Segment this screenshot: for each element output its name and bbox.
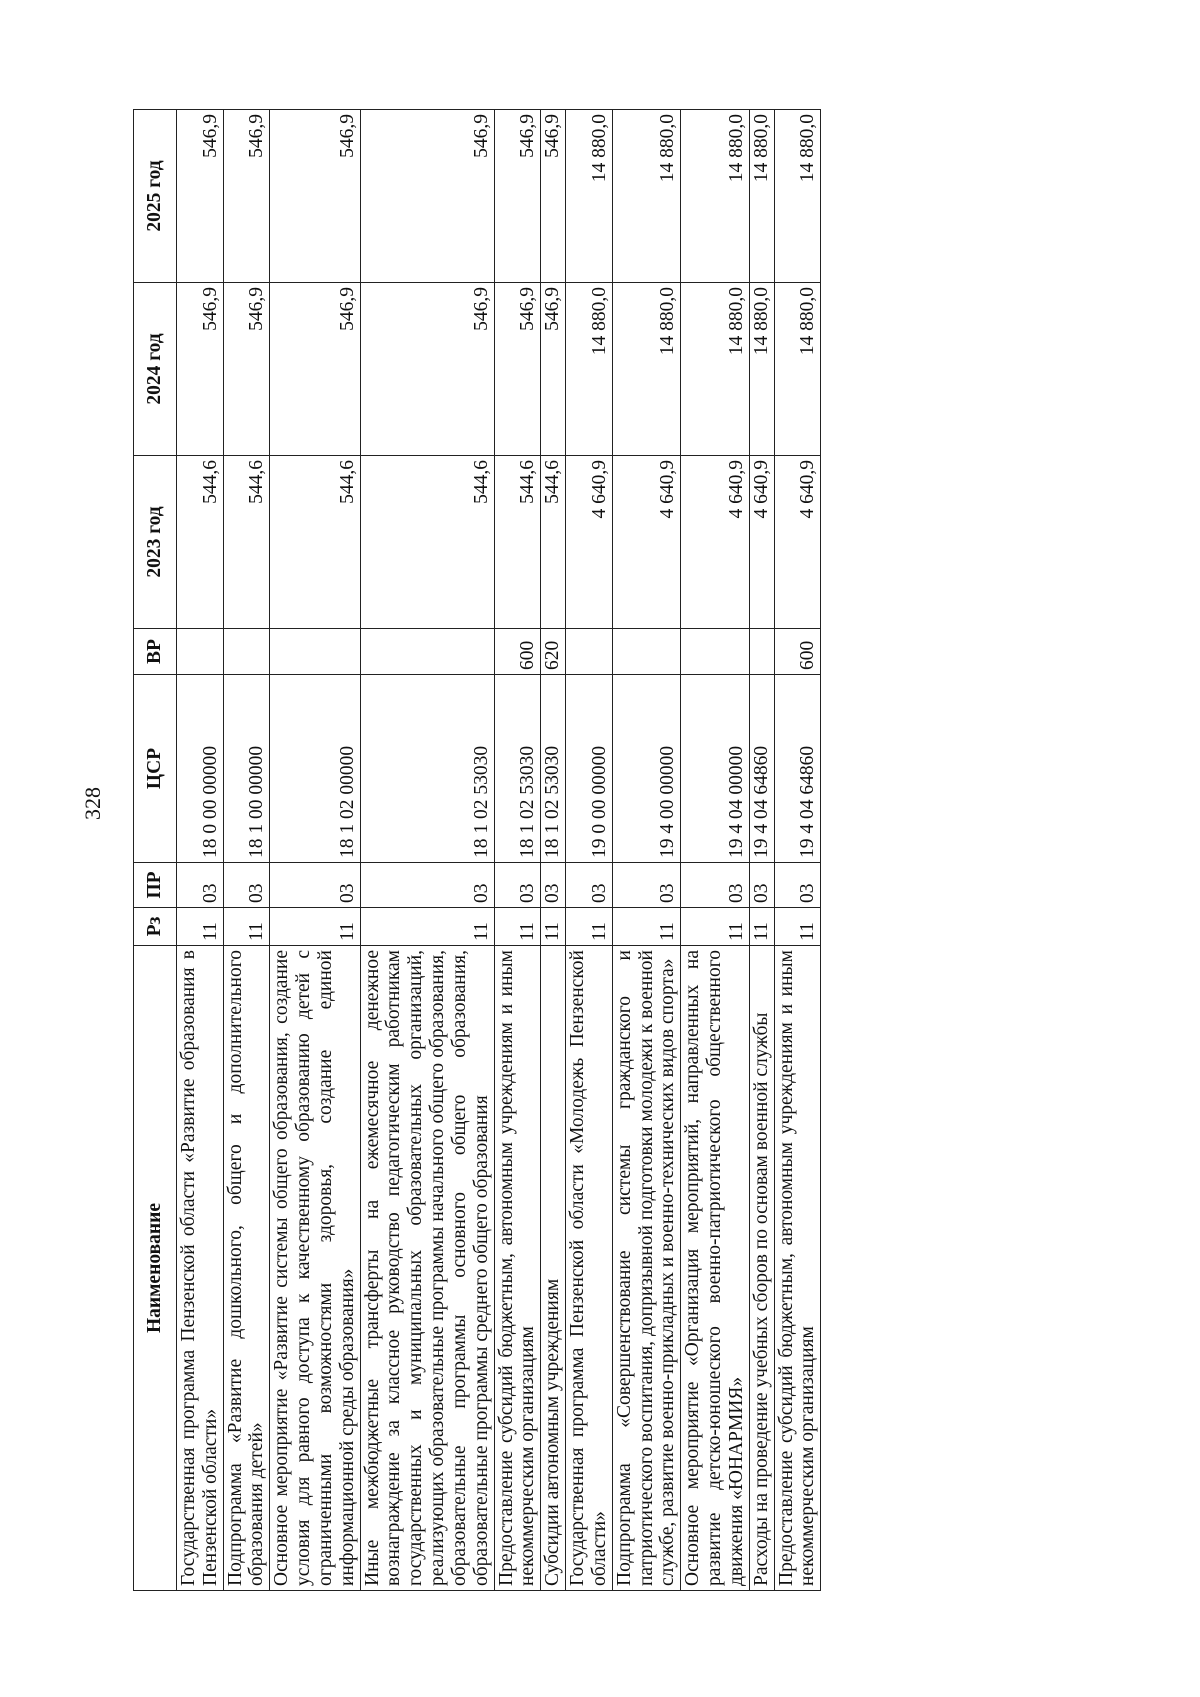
row-2023: 544,6 <box>223 456 270 629</box>
header-2023: 2023 год <box>134 456 177 629</box>
row-name: Основное мероприятие «Организация мероприятий, направленных на развитие детско-юношеского военно-патриотического общественного движения «ЮНАРМИЯ» <box>681 946 749 1591</box>
row-2025: 14 880,0 <box>566 110 613 283</box>
header-rz: Рз <box>134 908 177 946</box>
row-rz: 11 <box>749 908 774 946</box>
row-2025: 546,9 <box>541 110 566 283</box>
row-pr: 03 <box>177 863 224 908</box>
row-2025: 546,9 <box>494 110 541 283</box>
row-2024: 546,9 <box>494 283 541 456</box>
header-2024: 2024 год <box>134 283 177 456</box>
row-2025: 546,9 <box>360 110 494 283</box>
header-csr: ЦСР <box>134 675 177 863</box>
row-pr: 03 <box>681 863 749 908</box>
row-name: Субсидии автономным учреждениям <box>541 946 566 1591</box>
row-rz: 11 <box>541 908 566 946</box>
table-row <box>774 110 821 1591</box>
row-pr: 03 <box>494 863 541 908</box>
row-name: Государственная программа Пензенской области «Молодежь Пензенской области» <box>566 946 613 1591</box>
row-csr: 18 1 02 00000 <box>270 675 360 863</box>
row-2024: 14 880,0 <box>612 283 680 456</box>
row-vr: 600 <box>774 629 821 675</box>
table-row <box>541 110 566 1591</box>
row-vr <box>360 629 494 675</box>
row-vr <box>566 629 613 675</box>
row-2023: 544,6 <box>541 456 566 629</box>
row-2025: 14 880,0 <box>774 110 821 283</box>
table-row <box>494 110 541 1591</box>
table-row <box>681 110 749 1591</box>
header-2025: 2025 год <box>134 110 177 283</box>
table-row <box>360 110 494 1591</box>
row-vr: 620 <box>541 629 566 675</box>
row-csr: 19 4 04 64860 <box>749 675 774 863</box>
table-row <box>177 110 224 1591</box>
row-2025: 546,9 <box>177 110 224 283</box>
page-number: 328 <box>80 787 105 820</box>
table-row <box>612 110 680 1591</box>
row-name: Иные межбюджетные трансферты на ежемесячное денежное вознаграждение за классное руководство педагогическим работникам государственных и муниципальных образовательных организаций, реализующих образовательные программы начального общего образования, образовательные программы основного общего образования, образовательные программы среднего общего образования <box>360 946 494 1591</box>
row-name: Подпрограмма «Развитие дошкольного, общего и дополнительного образования детей» <box>223 946 270 1591</box>
row-pr: 03 <box>612 863 680 908</box>
row-2024: 14 880,0 <box>681 283 749 456</box>
row-csr: 18 1 02 53030 <box>360 675 494 863</box>
row-rz: 11 <box>494 908 541 946</box>
row-2024: 546,9 <box>541 283 566 456</box>
row-2023: 544,6 <box>177 456 224 629</box>
row-rz: 11 <box>612 908 680 946</box>
row-rz: 11 <box>360 908 494 946</box>
table-row <box>270 110 360 1591</box>
header-vr: ВР <box>134 629 177 675</box>
row-pr: 03 <box>566 863 613 908</box>
row-2024: 14 880,0 <box>749 283 774 456</box>
row-vr <box>612 629 680 675</box>
row-2025: 14 880,0 <box>612 110 680 283</box>
row-rz: 11 <box>774 908 821 946</box>
row-vr <box>223 629 270 675</box>
table-row <box>749 110 774 1591</box>
budget-table <box>133 109 821 1591</box>
row-2023: 4 640,9 <box>612 456 680 629</box>
row-2024: 14 880,0 <box>774 283 821 456</box>
row-pr: 03 <box>541 863 566 908</box>
rotated-table-container <box>133 110 1068 1591</box>
row-2025: 546,9 <box>223 110 270 283</box>
row-csr: 18 1 00 00000 <box>223 675 270 863</box>
row-name: Расходы на проведение учебных сборов по основам военной службы <box>749 946 774 1591</box>
row-vr <box>270 629 360 675</box>
row-name: Предоставление субсидий бюджетным, автономным учреждениям и иным некоммерческим организациям <box>494 946 541 1591</box>
row-csr: 19 4 00 00000 <box>612 675 680 863</box>
row-2023: 4 640,9 <box>566 456 613 629</box>
table-row <box>566 110 613 1591</box>
row-2025: 14 880,0 <box>749 110 774 283</box>
row-csr: 19 4 04 64860 <box>774 675 821 863</box>
row-2023: 4 640,9 <box>749 456 774 629</box>
row-vr <box>749 629 774 675</box>
row-2024: 546,9 <box>223 283 270 456</box>
row-rz: 11 <box>681 908 749 946</box>
row-csr: 19 0 00 00000 <box>566 675 613 863</box>
row-2023: 544,6 <box>360 456 494 629</box>
header-pr: ПР <box>134 863 177 908</box>
row-csr: 18 1 02 53030 <box>494 675 541 863</box>
row-csr: 18 0 00 00000 <box>177 675 224 863</box>
row-name: Предоставление субсидий бюджетным, автономным учреждениям и иным некоммерческим организациям <box>774 946 821 1591</box>
row-vr: 600 <box>494 629 541 675</box>
row-rz: 11 <box>223 908 270 946</box>
row-2025: 14 880,0 <box>681 110 749 283</box>
row-vr <box>177 629 224 675</box>
row-2024: 546,9 <box>177 283 224 456</box>
row-pr: 03 <box>749 863 774 908</box>
row-2024: 546,9 <box>270 283 360 456</box>
row-name: Государственная программа Пензенской области «Развитие образования в Пензенской области» <box>177 946 224 1591</box>
row-name: Подпрограмма «Совершенствование системы гражданского и патриотического воспитания, допризывной подготовки молодежи к военной службе, развитие военно-прикладных и военно-технических видов спорта» <box>612 946 680 1591</box>
row-pr: 03 <box>360 863 494 908</box>
row-2025: 546,9 <box>270 110 360 283</box>
row-pr: 03 <box>223 863 270 908</box>
row-csr: 18 1 02 53030 <box>541 675 566 863</box>
row-2023: 544,6 <box>494 456 541 629</box>
row-2024: 14 880,0 <box>566 283 613 456</box>
header-name: Наименование <box>134 946 177 1591</box>
row-name: Основное мероприятие «Развитие системы общего образования, создание условия для равного доступа к качественному образованию детей с ограниченными возможностями здоровья, создание единой информационной среды образования» <box>270 946 360 1591</box>
row-2023: 4 640,9 <box>774 456 821 629</box>
row-2023: 4 640,9 <box>681 456 749 629</box>
table-header-row <box>134 110 177 1591</box>
row-rz: 11 <box>177 908 224 946</box>
row-vr <box>681 629 749 675</box>
row-2024: 546,9 <box>360 283 494 456</box>
row-csr: 19 4 04 00000 <box>681 675 749 863</box>
row-2023: 544,6 <box>270 456 360 629</box>
row-rz: 11 <box>566 908 613 946</box>
row-pr: 03 <box>774 863 821 908</box>
row-rz: 11 <box>270 908 360 946</box>
table-row <box>223 110 270 1591</box>
row-pr: 03 <box>270 863 360 908</box>
